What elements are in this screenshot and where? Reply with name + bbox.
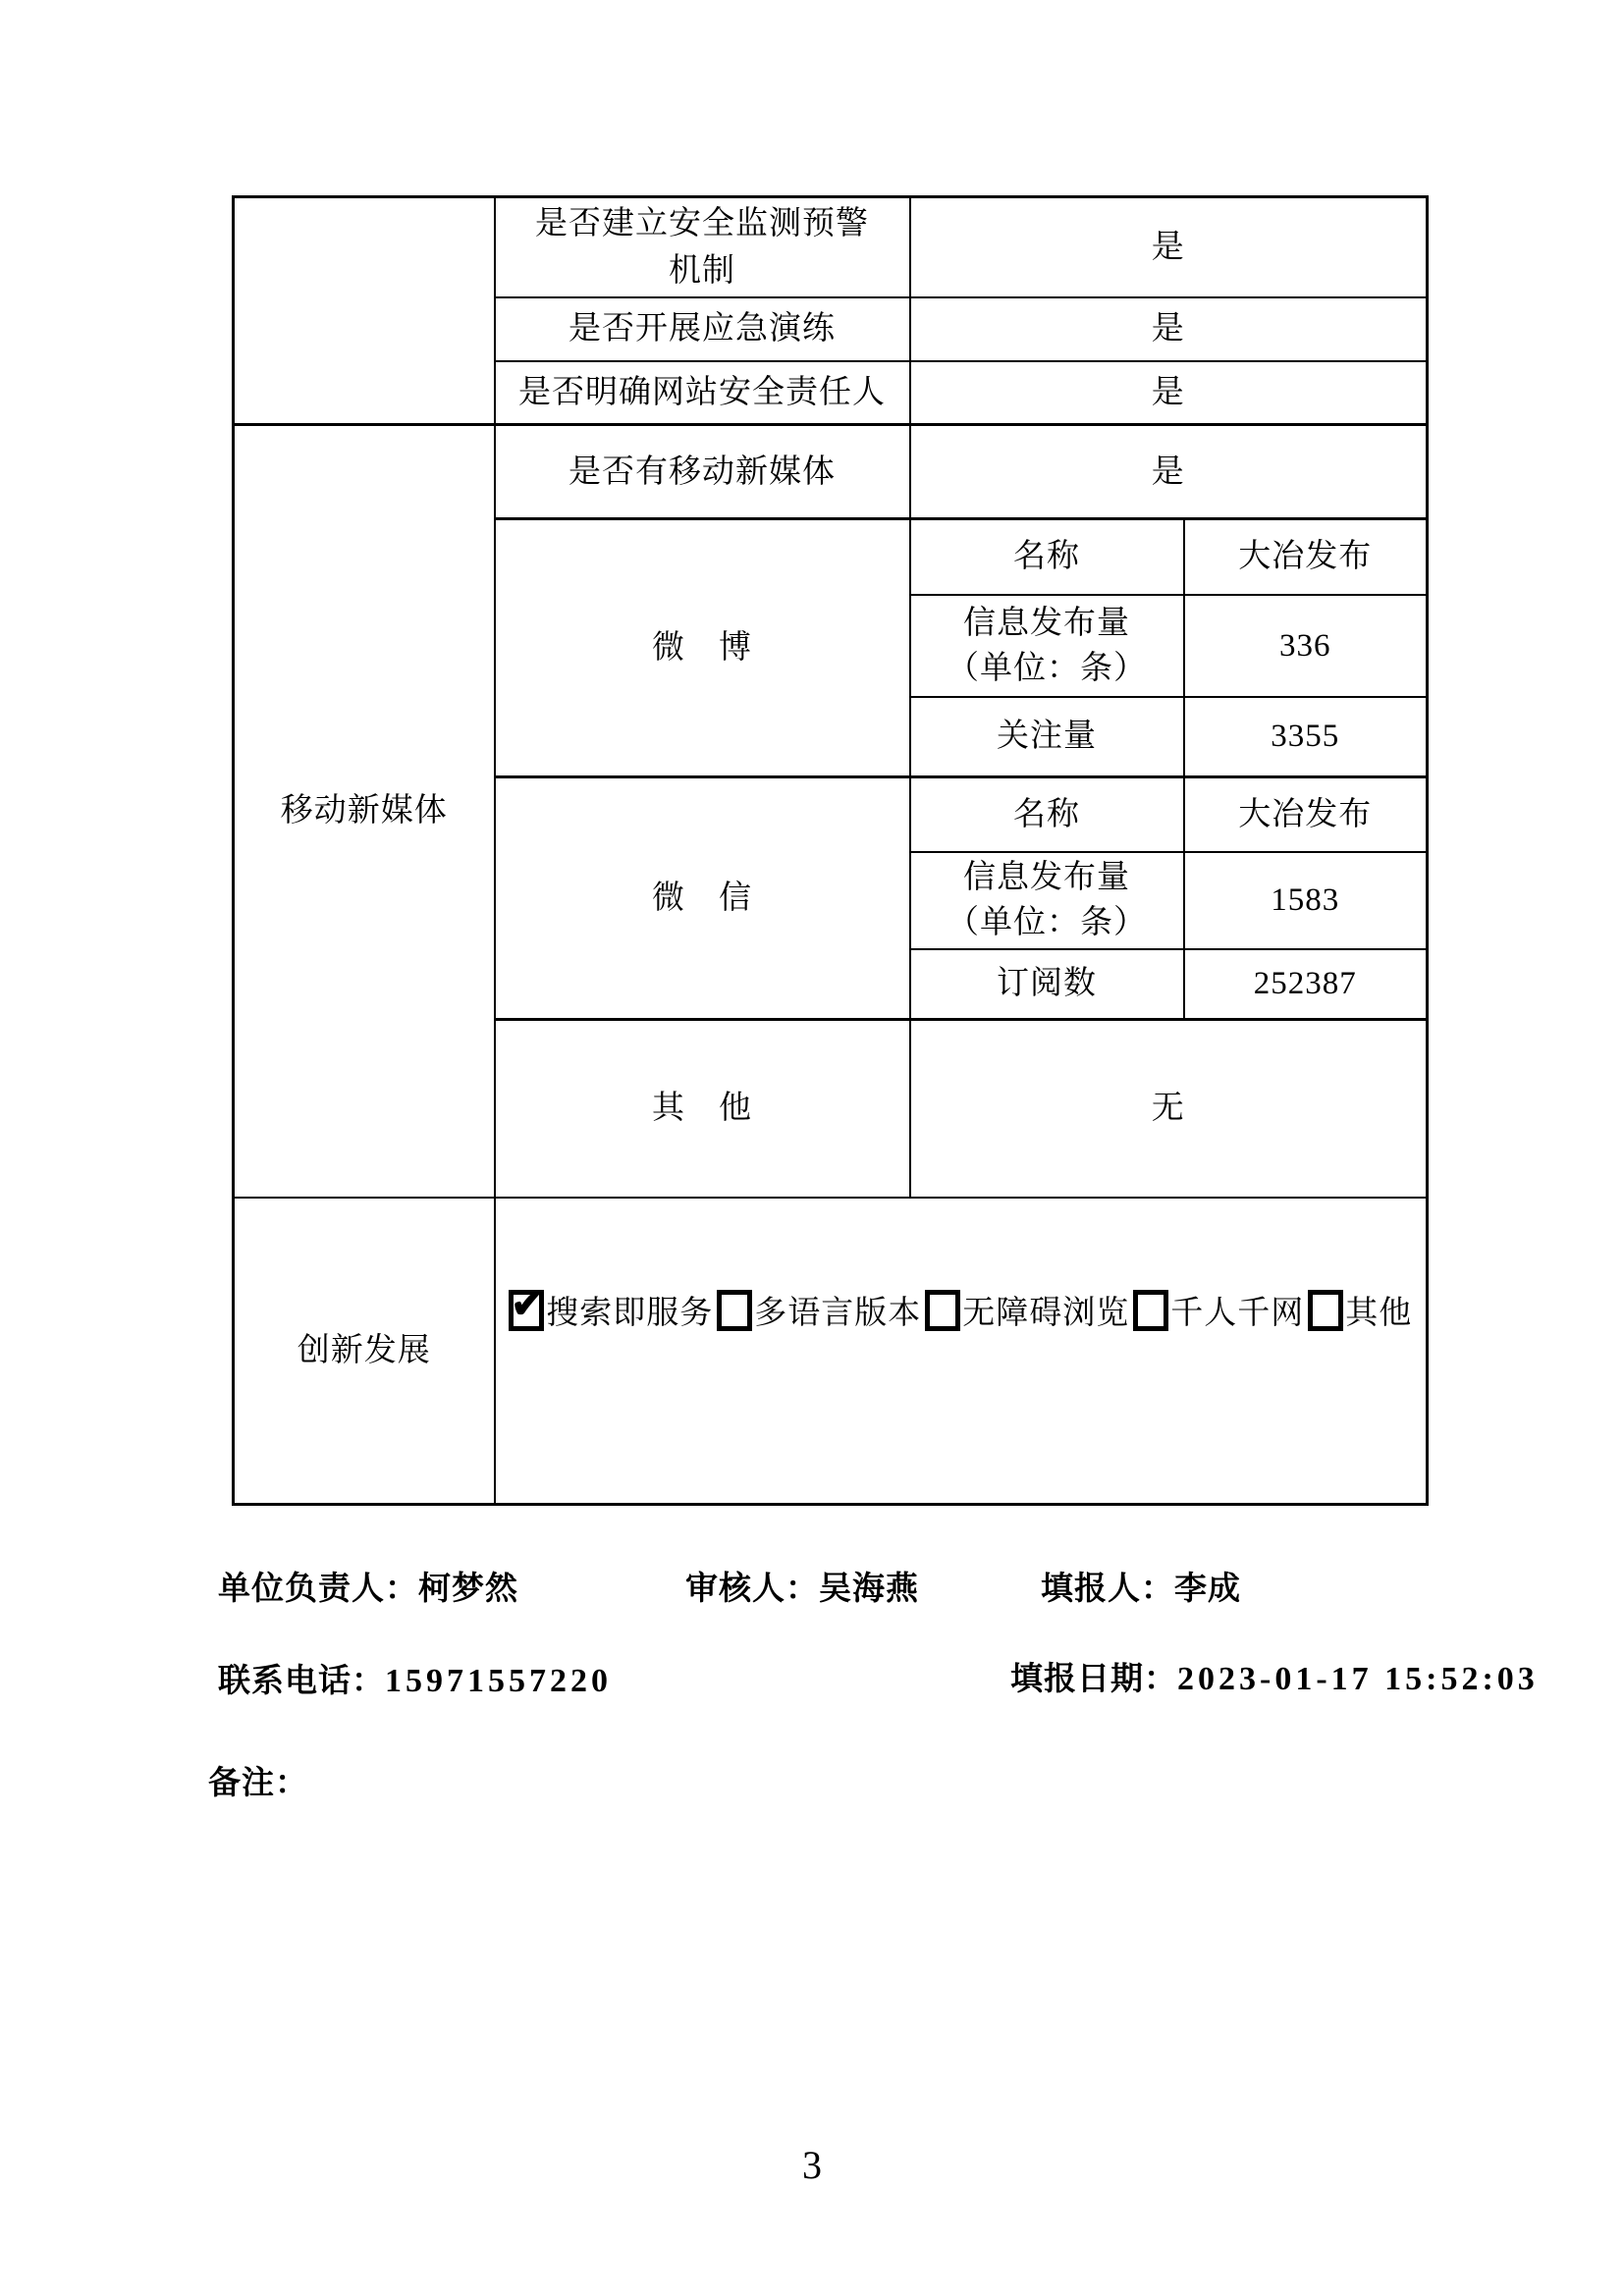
field-value-cell: 3355 [1184,697,1428,777]
answer-cell: 无 [910,1020,1428,1198]
section-label-mobile-media: 移动新媒体 [234,425,495,1198]
filing-date-value: 2023-01-17 15:52:03 [1177,1661,1539,1697]
field-label-cell [910,852,1184,949]
checkbox-group [496,1290,1427,1337]
answer-cell: 是 [910,425,1428,519]
answer-cell: 是 [910,361,1428,425]
checkbox-option-search-service[interactable] [509,1296,713,1331]
field-value-cell: 大冶发布 [1184,519,1428,595]
checkbox-option-accessibility[interactable] [921,1296,1129,1331]
question-cell: 是否开展应急演练 [495,297,910,361]
checkbox-label: 无障碍浏览 [962,1295,1130,1331]
checkbox-option-multilingual[interactable] [713,1296,921,1331]
answer-cell: 是 [910,297,1428,361]
page-number: 3 [802,2143,822,2187]
wechat-label-cell: 微 信 [495,777,910,1020]
contact-phone-label: 联系电话： [218,1664,385,1699]
checkbox-unchecked-icon[interactable] [1308,1290,1343,1331]
publish-label: 信息发布量 [963,860,1130,895]
field-label-cell: 名称 [910,777,1184,852]
checkbox-label: 其他 [1345,1295,1413,1331]
checkbox-label: 搜索即服务 [546,1295,714,1331]
field-value-cell: 252387 [1184,949,1428,1020]
checkbox-unchecked-icon[interactable] [1133,1290,1168,1331]
field-label-cell: 关注量 [910,697,1184,777]
field-value-cell: 1583 [1184,852,1428,949]
other-label-cell: 其 他 [495,1020,910,1198]
contact-phone-number: 15971557220 [385,1663,612,1699]
question-cell: 是否明确网站安全责任人 [495,361,910,425]
checkbox-option-other[interactable] [1304,1296,1412,1331]
report-table [232,195,1429,1506]
publish-unit: （单位：条） [947,650,1147,686]
remarks-label: 备注： [208,1766,308,1801]
reviewer: 审核人：吴海燕 [685,1572,919,1607]
question-cell [495,197,910,297]
field-label-cell [910,595,1184,697]
checkbox-unchecked-icon[interactable] [925,1290,960,1331]
checkbox-unchecked-icon[interactable] [717,1290,752,1331]
field-label-cell: 订阅数 [910,949,1184,1020]
question-text: 是否建立安全监测预警机制 [535,205,869,289]
publish-unit: （单位：条） [947,905,1147,940]
contact-phone [218,1655,612,1701]
table-row [234,1198,1428,1505]
field-label-cell: 名称 [910,519,1184,595]
filing-date [1010,1653,1539,1699]
field-value-cell: 大冶发布 [1184,777,1428,852]
responsible-person: 单位负责人：柯梦然 [218,1572,518,1607]
table-row [234,197,1428,297]
table-row [234,425,1428,519]
answer-cell: 是 [910,197,1428,297]
question-cell: 是否有移动新媒体 [495,425,910,519]
section-label-cell-empty [234,197,495,425]
weibo-label-cell: 微 博 [495,519,910,777]
field-value-cell: 336 [1184,595,1428,697]
checkbox-option-personalized[interactable] [1129,1296,1304,1331]
checkbox-label: 多语言版本 [754,1295,922,1331]
filler: 填报人：李成 [1041,1572,1241,1607]
checkbox-label: 千人千网 [1170,1295,1305,1331]
section-label-innovation: 创新发展 [234,1198,495,1505]
checkbox-checked-icon[interactable] [509,1290,544,1331]
filing-date-label: 填报日期： [1010,1662,1177,1697]
innovation-options-cell [495,1198,1428,1505]
publish-label: 信息发布量 [963,605,1130,641]
